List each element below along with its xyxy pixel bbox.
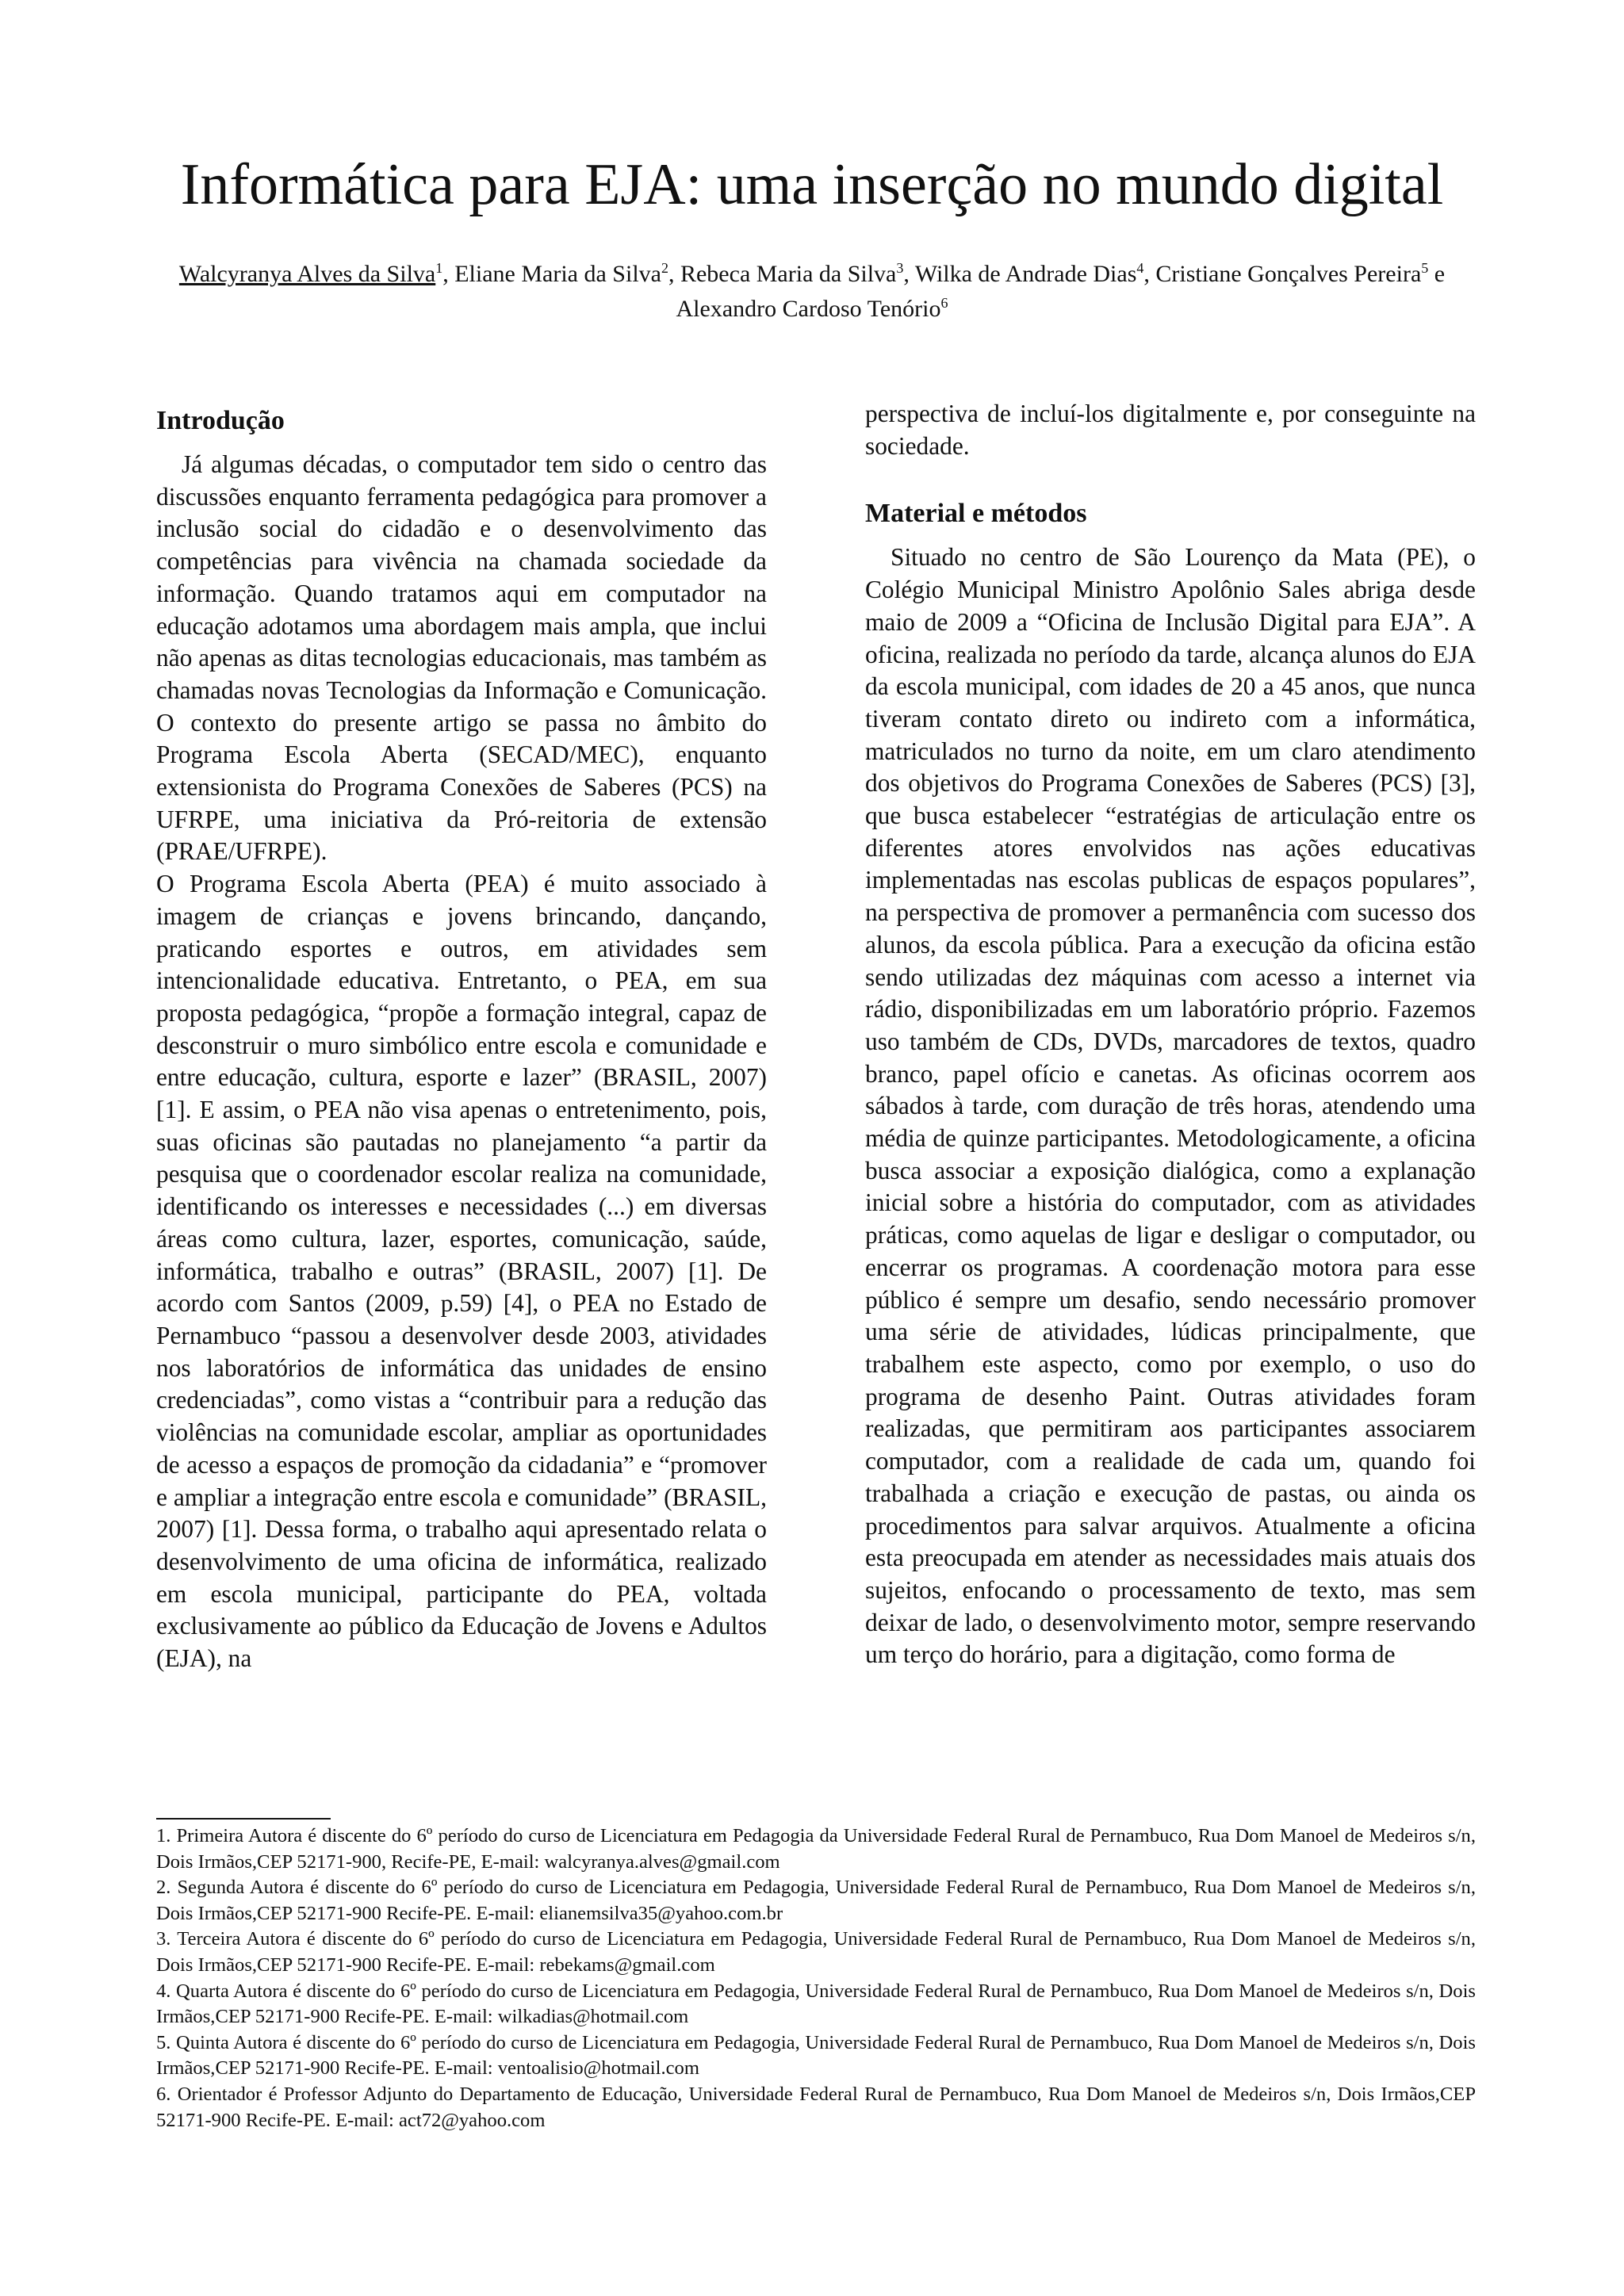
- footnote: 4. Quarta Autora é discente do 6º período do curso de Licenciatura em Pedagogia, Universidade Federal Rural de Pernambuco, Rua Dom Manoel de Medeiros s/n, Dois Irmãos,CEP 52171-900 Recife-PE. E-mail: wilkadias@hotmail.com: [156, 1980, 1476, 2028]
- body-paragraph: O Programa Escola Aberta (PEA) é muito associado à imagem de crianças e jovens brincando, dançando, praticando esportes e outros, em atividades sem intencionalidade educativa. Entretanto, o PEA, em sua proposta pedagógica, “propõe a formação integral, capaz de desconstruir o muro simbólico entre escola e comunidade e entre educação, cultura, esporte e lazer” (BRASIL, 2007) [1]. E assim, o PEA não visa apenas o entretenimento, pois, suas oficinas são pautadas no planejamento “a partir da pesquisa que o coordenador escolar realiza na comunidade, identificando os interesses e necessidades (...) em diversas áreas como cultura, lazer, esportes, comunicação, saúde, informática, trabalho e outras” (BRASIL, 2007) [1]. De acordo com Santos (2009, p.59) [4], o PEA no Estado de Pernambuco “passou a desenvolver desde 2003, atividades nos laboratórios de informática das unidades de ensino credenciadas”, como vistas a “contribuir para a redução das violências na comunidade escolar, ampliar as oportunidades de acesso a espaços de promoção da cidadania” e “promover e ampliar a integração entre escola e comunidade” (BRASIL, 2007) [1]. Dessa forma, o trabalho aqui apresentado relata o desenvolvimento de uma oficina de informática, realizado em escola municipal, participante do PEA, voltada exclusivamente ao público da Educação de Jovens e Adultos (EJA), na: [156, 870, 767, 1673]
- left-column: [156, 398, 767, 1675]
- section-heading-material-metodos: Material e métodos: [865, 499, 1087, 529]
- author-affiliation-mark: 2: [661, 260, 668, 276]
- body-paragraph: Situado no centro de São Lourenço da Mata (PE), o Colégio Municipal Ministro Apolônio Sales abriga desde maio de 2009 a “Oficina de Inclusão Digital para EJA”. A oficina, realizada no período da tarde, alcança alunos do EJA da escola municipal, com idades de 20 a 45 anos, que nunca tiveram contato direto ou indireto com a informática, matriculados no turno da noite, em um claro atendimento dos objetivos do Programa Conexões de Saberes (PCS) [3], que busca estabelecer “estratégias de articulação entre os diferentes atores envolvidos nas ações educativas implementadas nas escolas publicas de espaços populares”, na perspectiva de promover a permanência com sucesso dos alunos, da escola pública. Para a execução da oficina estão sendo utilizadas dez máquinas com acesso a internet via rádio, disponibilizadas em um laboratório próprio. Fazemos uso também de CDs, DVDs, marcadores de textos, quadro branco, papel ofício e canetas. As oficinas ocorrem aos sábados à tarde, com duração de três horas, atendendo uma média de quinze participantes. Metodologicamente, a oficina busca associar a exposição dialógica, como a explanação inicial sobre a história do computador, com as atividades práticas, como aquelas de ligar e desligar o computador, ou encerrar os programas. A coordenação motora para esse público é sempre um desafio, sendo necessário promover uma série de atividades, lúdicas principalmente, que trabalhem este aspecto, como por exemplo, o uso do programa de desenho Paint. Outras atividades foram realizadas, que permitiram aos participantes associarem computador, com a realidade de cada um, quando foi trabalhada a criação e execução de pastas, ou ainda os procedimentos para salvar arquivos. Atualmente a oficina esta preocupada em atender as necessidades mais atuais dos sujeitos, enfocando o processamento de texto, mas sem deixar de lado, o desenvolvimento motor, sempre reservando um terço do horário, para a digitação, como forma de: [865, 543, 1476, 1669]
- footnote-separator: [156, 1818, 331, 1820]
- author-name: , Wilka de Andrade Dias: [903, 261, 1137, 287]
- author-list: [159, 257, 1465, 327]
- section-heading-introducao: Introdução: [156, 406, 285, 435]
- author-name: e Alexandro Cardoso Tenório: [676, 261, 1446, 322]
- right-column: [865, 398, 1476, 1671]
- author-affiliation-mark: 6: [940, 295, 948, 311]
- paper-title: Informática para EJA: uma inserção no mundo digital: [180, 152, 1444, 217]
- footnote: 2. Segunda Autora é discente do 6º período do curso de Licenciatura em Pedagogia, Universidade Federal Rural de Pernambuco, Rua Dom Manoel de Medeiros s/n, Dois Irmãos,CEP 52171-900 Recife-PE. E-mail: elianemsilva35@yahoo.com.br: [156, 1877, 1476, 1924]
- author-name: , Rebeca Maria da Silva: [668, 261, 897, 287]
- author-affiliation-mark: 3: [896, 260, 904, 276]
- footnote: 6. Orientador é Professor Adjunto do Departamento de Educação, Universidade Federal Rural de Pernambuco, Rua Dom Manoel de Medeiros s/n, Dois Irmãos,CEP 52171-900 Recife-PE. E-mail: act72@yahoo.com: [156, 2083, 1476, 2131]
- body-paragraph: Já algumas décadas, o computador tem sido o centro das discussões enquanto ferramenta pedagógica para promover a inclusão social do cidadão e o desenvolvimento das competências para vivência na chamada sociedade da informação. Quando tratamos aqui em computador na educação adotamos uma abordagem mais ampla, que inclui não apenas as ditas tecnologias educacionais, mas também as chamadas novas Tecnologias da Informação e Comunicação. O contexto do presente artigo se passa no âmbito do Programa Escola Aberta (SECAD/MEC), enquanto extensionista do Programa Conexões de Saberes (PCS) na UFRPE, uma iniciativa da Pró-reitoria de extensão (PRAE/UFRPE).: [156, 450, 767, 866]
- footnote: 5. Quinta Autora é discente do 6º período do curso de Licenciatura em Pedagogia, Universidade Federal Rural de Pernambuco, Rua Dom Manoel de Medeiros s/n, Dois Irmãos,CEP 52171-900 Recife-PE. E-mail: ventoalisio@hotmail.com: [156, 2031, 1476, 2080]
- author-affiliation-mark: 5: [1421, 260, 1429, 276]
- author-name: , Cristiane Gonçalves Pereira: [1143, 261, 1422, 287]
- body-paragraph: perspectiva de incluí-los digitalmente e, por conseguinte na sociedade.: [865, 400, 1476, 460]
- author-affiliation-mark: 4: [1136, 260, 1144, 276]
- footnote: 3. Terceira Autora é discente do 6º período do curso de Licenciatura em Pedagogia, Universidade Federal Rural de Pernambuco, Rua Dom Manoel de Medeiros s/n, Dois Irmãos,CEP 52171-900 Recife-PE. E-mail: rebekams@gmail.com: [156, 1928, 1476, 1976]
- footnote: 1. Primeira Autora é discente do 6º período do curso de Licenciatura em Pedagogia da Universidade Federal Rural de Pernambuco, Rua Dom Manoel de Medeiros s/n, Dois Irmãos,CEP 52171-900, Recife-PE, E-mail: walcyranya.alves@gmail.com: [156, 1825, 1476, 1873]
- author-name: Walcyranya Alves da Silva: [178, 261, 436, 287]
- footnotes: [156, 1823, 1476, 2133]
- author-affiliation-mark: 1: [435, 260, 443, 276]
- author-name: , Eliane Maria da Silva: [442, 261, 661, 287]
